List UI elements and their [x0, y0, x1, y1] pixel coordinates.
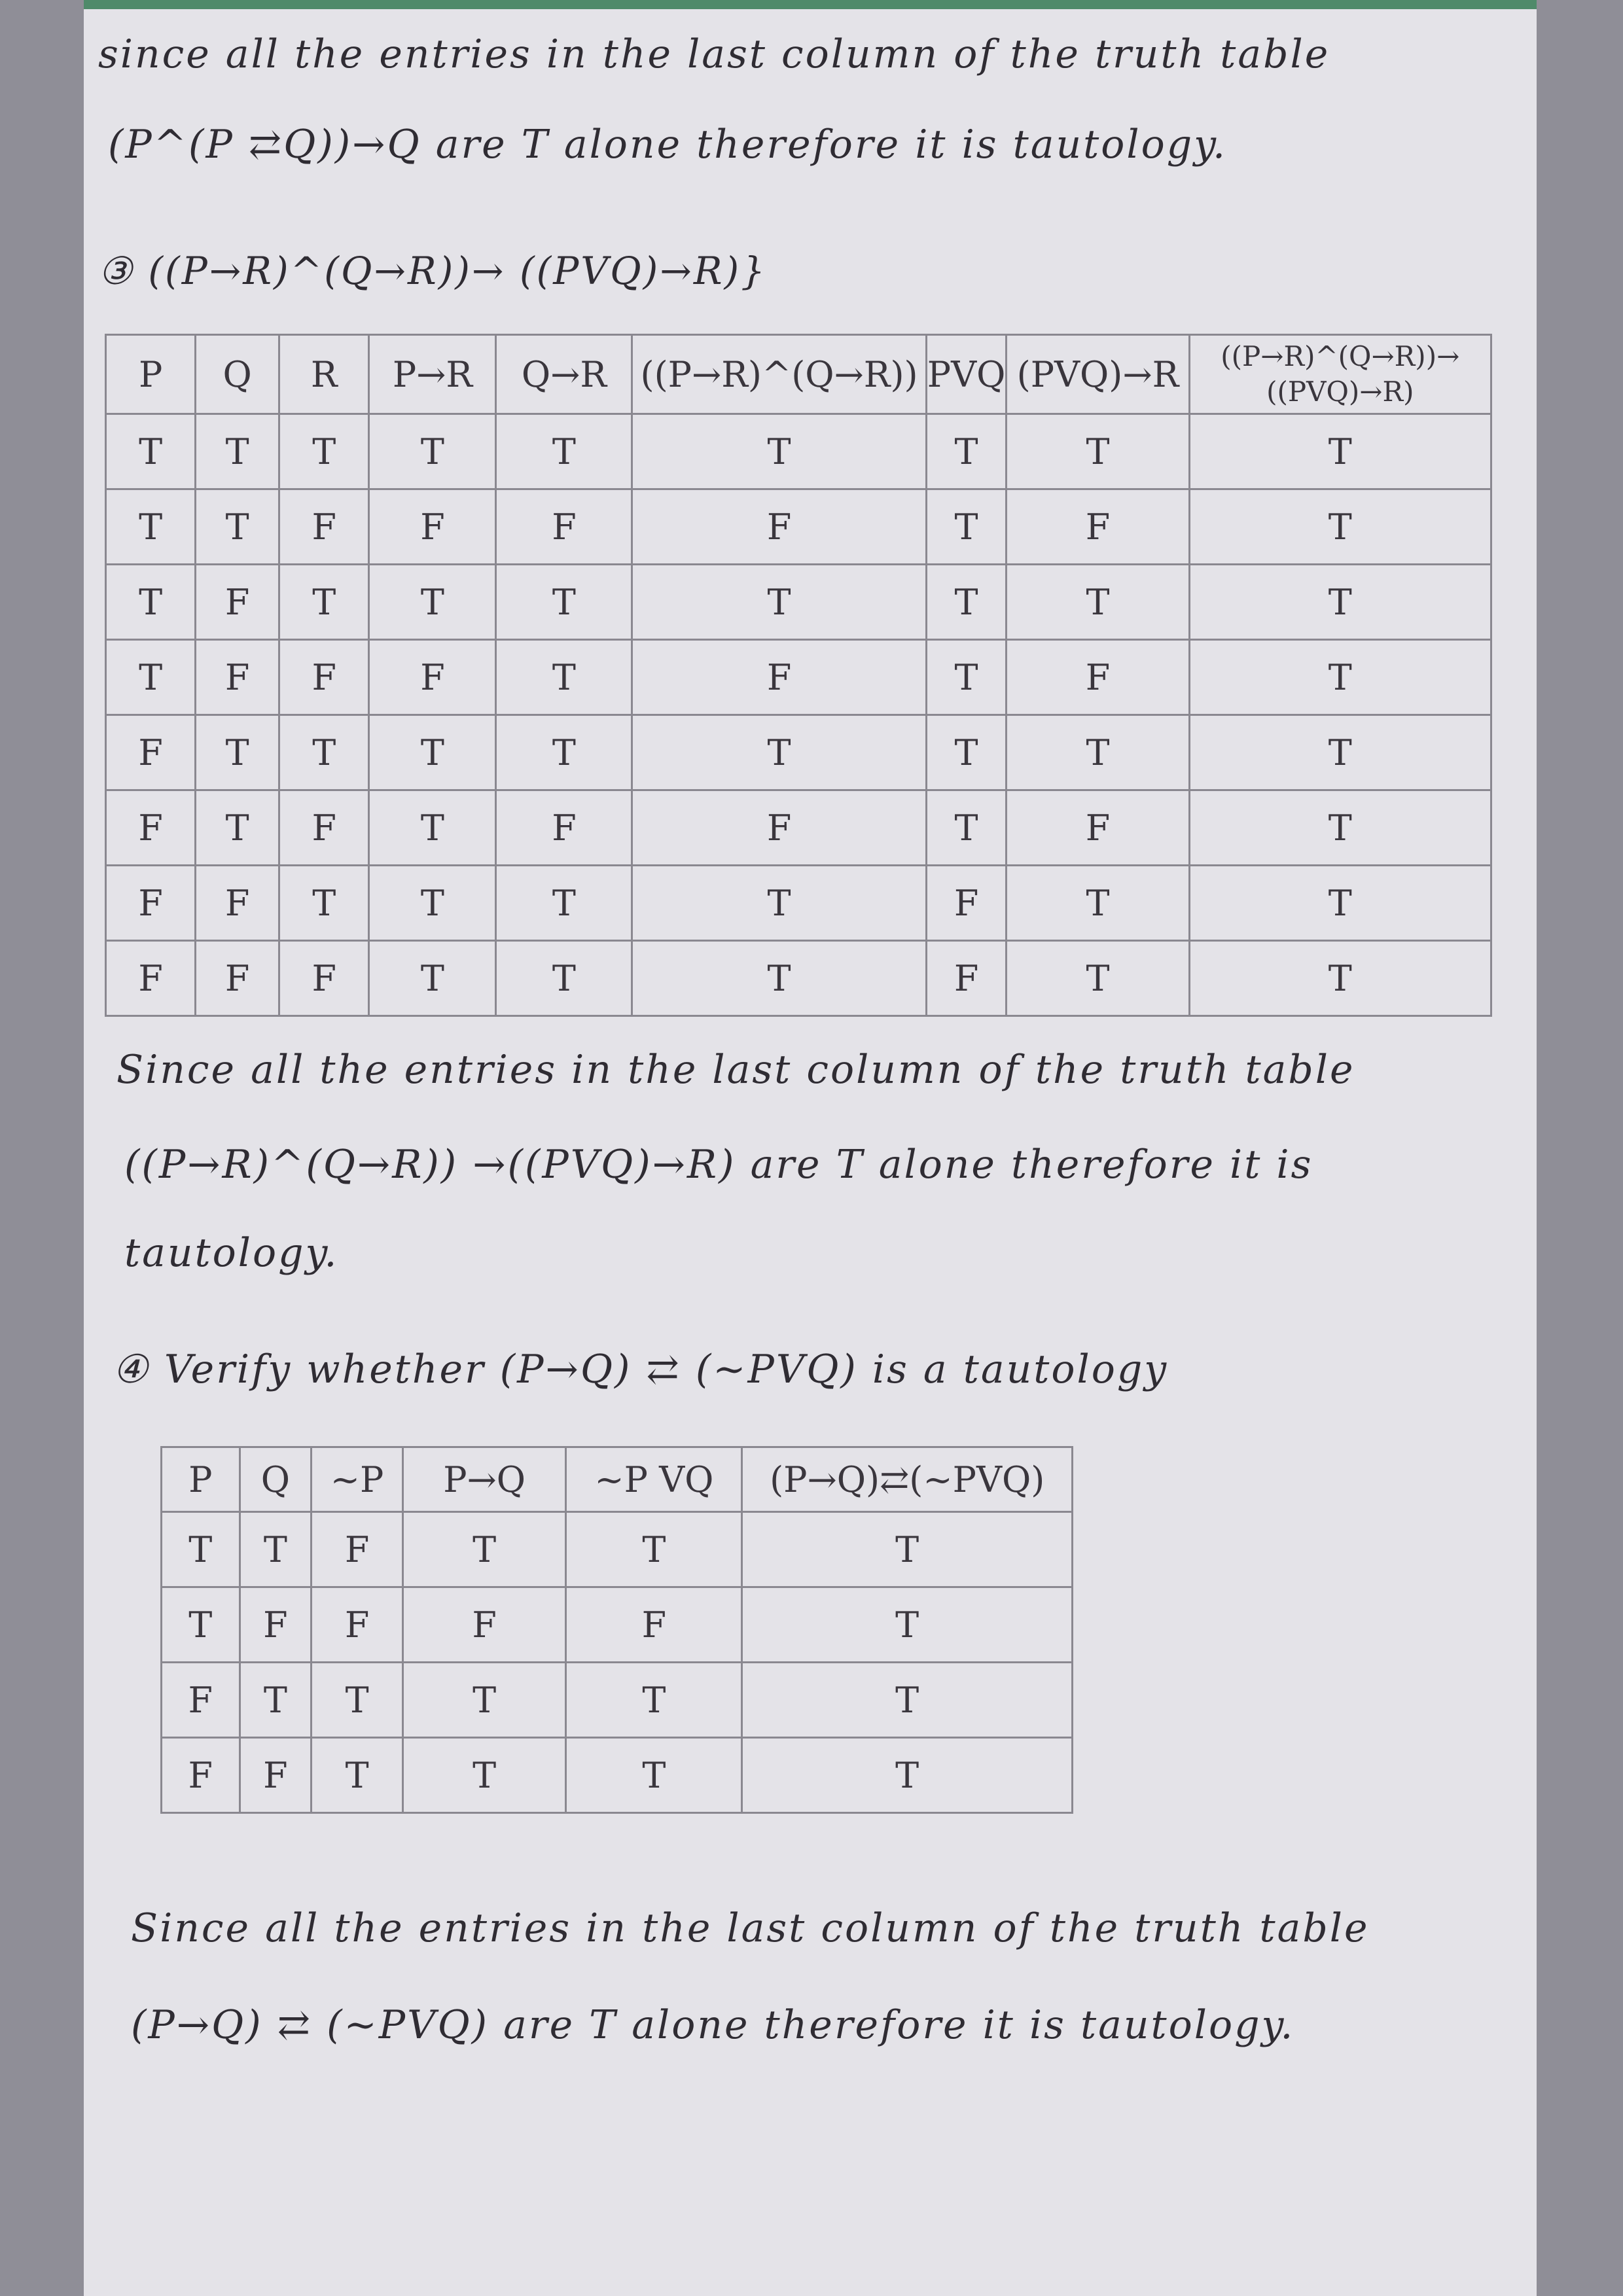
cell: F	[106, 715, 196, 790]
cell: T	[926, 715, 1007, 790]
header-r: R	[279, 335, 369, 414]
table-row	[106, 866, 1491, 941]
cell: T	[1189, 790, 1491, 866]
cell: T	[742, 1512, 1073, 1587]
conclusion-3-line-2: ((P→R)^(Q→R)) →((PVQ)→R) are T alone therefore it is	[124, 1142, 1313, 1188]
cell: T	[106, 414, 196, 489]
cell: T	[196, 715, 279, 790]
header-p-or-q: PVQ	[926, 335, 1007, 414]
header-not-p: ~P	[312, 1447, 403, 1512]
header-p: P	[106, 335, 196, 414]
cell: F	[496, 790, 632, 866]
cell: F	[312, 1587, 403, 1663]
cell: F	[279, 941, 369, 1016]
cell: T	[402, 1512, 565, 1587]
cell: F	[632, 640, 926, 715]
cell: T	[1189, 941, 1491, 1016]
cell: T	[496, 866, 632, 941]
header-p-or-q-implies-r: (PVQ)→R	[1007, 335, 1189, 414]
cell: T	[632, 866, 926, 941]
cell: F	[496, 489, 632, 565]
cell: T	[369, 414, 496, 489]
cell: T	[1007, 715, 1189, 790]
cell: F	[162, 1663, 240, 1738]
cell: T	[496, 941, 632, 1016]
cell: F	[369, 640, 496, 715]
header-not-p-or-q: ~P VQ	[566, 1447, 742, 1512]
header-q: Q	[196, 335, 279, 414]
cell: T	[632, 565, 926, 640]
cell: F	[279, 790, 369, 866]
table-header-row	[106, 335, 1491, 414]
cell: F	[926, 941, 1007, 1016]
text-line-2: (P^(P ⇄Q))→Q are T alone therefore it is tautology.	[108, 122, 1228, 168]
cell: T	[1189, 715, 1491, 790]
question-3-heading: ③ ((P→R)^(Q→R))→ ((PVQ)→R)}	[98, 249, 768, 293]
cell: T	[279, 715, 369, 790]
cell: T	[369, 715, 496, 790]
cell: T	[1189, 414, 1491, 489]
cell: F	[240, 1738, 312, 1813]
table-row	[106, 489, 1491, 565]
cell: T	[496, 640, 632, 715]
cell: T	[106, 565, 196, 640]
cell: T	[196, 489, 279, 565]
cell: T	[496, 715, 632, 790]
cell: T	[496, 565, 632, 640]
header-q-implies-r: Q→R	[496, 335, 632, 414]
cell: T	[926, 640, 1007, 715]
cell: T	[926, 790, 1007, 866]
table-row	[106, 565, 1491, 640]
conclusion-3-line-3: tautology.	[124, 1230, 339, 1276]
cell: F	[1007, 790, 1189, 866]
cell: F	[279, 489, 369, 565]
cell: T	[369, 941, 496, 1016]
cell: F	[162, 1738, 240, 1813]
cell: T	[1189, 866, 1491, 941]
cell: T	[1007, 941, 1189, 1016]
cell: T	[369, 790, 496, 866]
table-row	[162, 1587, 1073, 1663]
table-header-row	[162, 1447, 1073, 1512]
cell: T	[279, 866, 369, 941]
cell: F	[279, 640, 369, 715]
cell: T	[402, 1663, 565, 1738]
table-row	[162, 1663, 1073, 1738]
cell: T	[496, 414, 632, 489]
cell: F	[106, 941, 196, 1016]
table-row	[162, 1738, 1073, 1813]
header-p-implies-r: P→R	[369, 335, 496, 414]
page-top-edge	[84, 0, 1537, 9]
cell: F	[632, 489, 926, 565]
cell: T	[742, 1738, 1073, 1813]
text-line-1: since all the entries in the last column of the truth table	[98, 31, 1330, 77]
cell: T	[369, 565, 496, 640]
header-q: Q	[240, 1447, 312, 1512]
table-row	[162, 1512, 1073, 1587]
cell: T	[566, 1738, 742, 1813]
cell: T	[632, 715, 926, 790]
cell: F	[196, 941, 279, 1016]
header-final-line-2: ((PVQ)→R)	[1266, 376, 1414, 408]
table-row	[106, 941, 1491, 1016]
header-final	[1189, 335, 1491, 414]
conclusion-4-line-2: (P→Q) ⇄ (~PVQ) are T alone therefore it is tautology.	[131, 2002, 1295, 2048]
header-p-implies-q: P→Q	[402, 1447, 565, 1512]
cell: F	[196, 640, 279, 715]
table-row	[106, 414, 1491, 489]
truth-table-4	[160, 1446, 1073, 1814]
table-row	[106, 715, 1491, 790]
cell: T	[162, 1587, 240, 1663]
cell: F	[106, 866, 196, 941]
table-row	[106, 790, 1491, 866]
header-biconditional: (P→Q)⇄(~PVQ)	[742, 1447, 1073, 1512]
cell: T	[1189, 489, 1491, 565]
question-4-heading: ④ Verify whether (P→Q) ⇄ (~PVQ) is a tautology	[113, 1347, 1169, 1392]
cell: T	[279, 565, 369, 640]
cell: T	[632, 941, 926, 1016]
cell: F	[312, 1512, 403, 1587]
cell: T	[369, 866, 496, 941]
cell: T	[566, 1663, 742, 1738]
cell: T	[312, 1663, 403, 1738]
cell: F	[106, 790, 196, 866]
cell: F	[402, 1587, 565, 1663]
cell: T	[279, 414, 369, 489]
header-final-line-1: ((P→R)^(Q→R))→	[1221, 340, 1460, 372]
cell: F	[1007, 489, 1189, 565]
cell: T	[402, 1738, 565, 1813]
cell: T	[106, 640, 196, 715]
truth-table-3	[105, 334, 1492, 1017]
conclusion-4-line-1: Since all the entries in the last column of the truth table	[131, 1905, 1370, 1951]
cell: T	[196, 414, 279, 489]
cell: T	[312, 1738, 403, 1813]
cell: T	[1189, 565, 1491, 640]
cell: F	[1007, 640, 1189, 715]
cell: T	[1007, 565, 1189, 640]
cell: F	[369, 489, 496, 565]
cell: F	[926, 866, 1007, 941]
cell: T	[106, 489, 196, 565]
cell: T	[566, 1512, 742, 1587]
cell: T	[196, 790, 279, 866]
cell: T	[1007, 414, 1189, 489]
header-p: P	[162, 1447, 240, 1512]
table-row	[106, 640, 1491, 715]
cell: T	[240, 1512, 312, 1587]
cell: F	[196, 565, 279, 640]
header-conjunction: ((P→R)^(Q→R))	[632, 335, 926, 414]
cell: F	[632, 790, 926, 866]
cell: T	[742, 1587, 1073, 1663]
cell: T	[926, 489, 1007, 565]
cell: T	[926, 565, 1007, 640]
cell: F	[240, 1587, 312, 1663]
cell: T	[1189, 640, 1491, 715]
conclusion-3-line-1: Since all the entries in the last column of the truth table	[116, 1047, 1355, 1093]
cell: T	[632, 414, 926, 489]
cell: T	[926, 414, 1007, 489]
cell: T	[742, 1663, 1073, 1738]
cell: T	[162, 1512, 240, 1587]
cell: T	[240, 1663, 312, 1738]
cell: F	[196, 866, 279, 941]
cell: T	[1007, 866, 1189, 941]
cell: F	[566, 1587, 742, 1663]
